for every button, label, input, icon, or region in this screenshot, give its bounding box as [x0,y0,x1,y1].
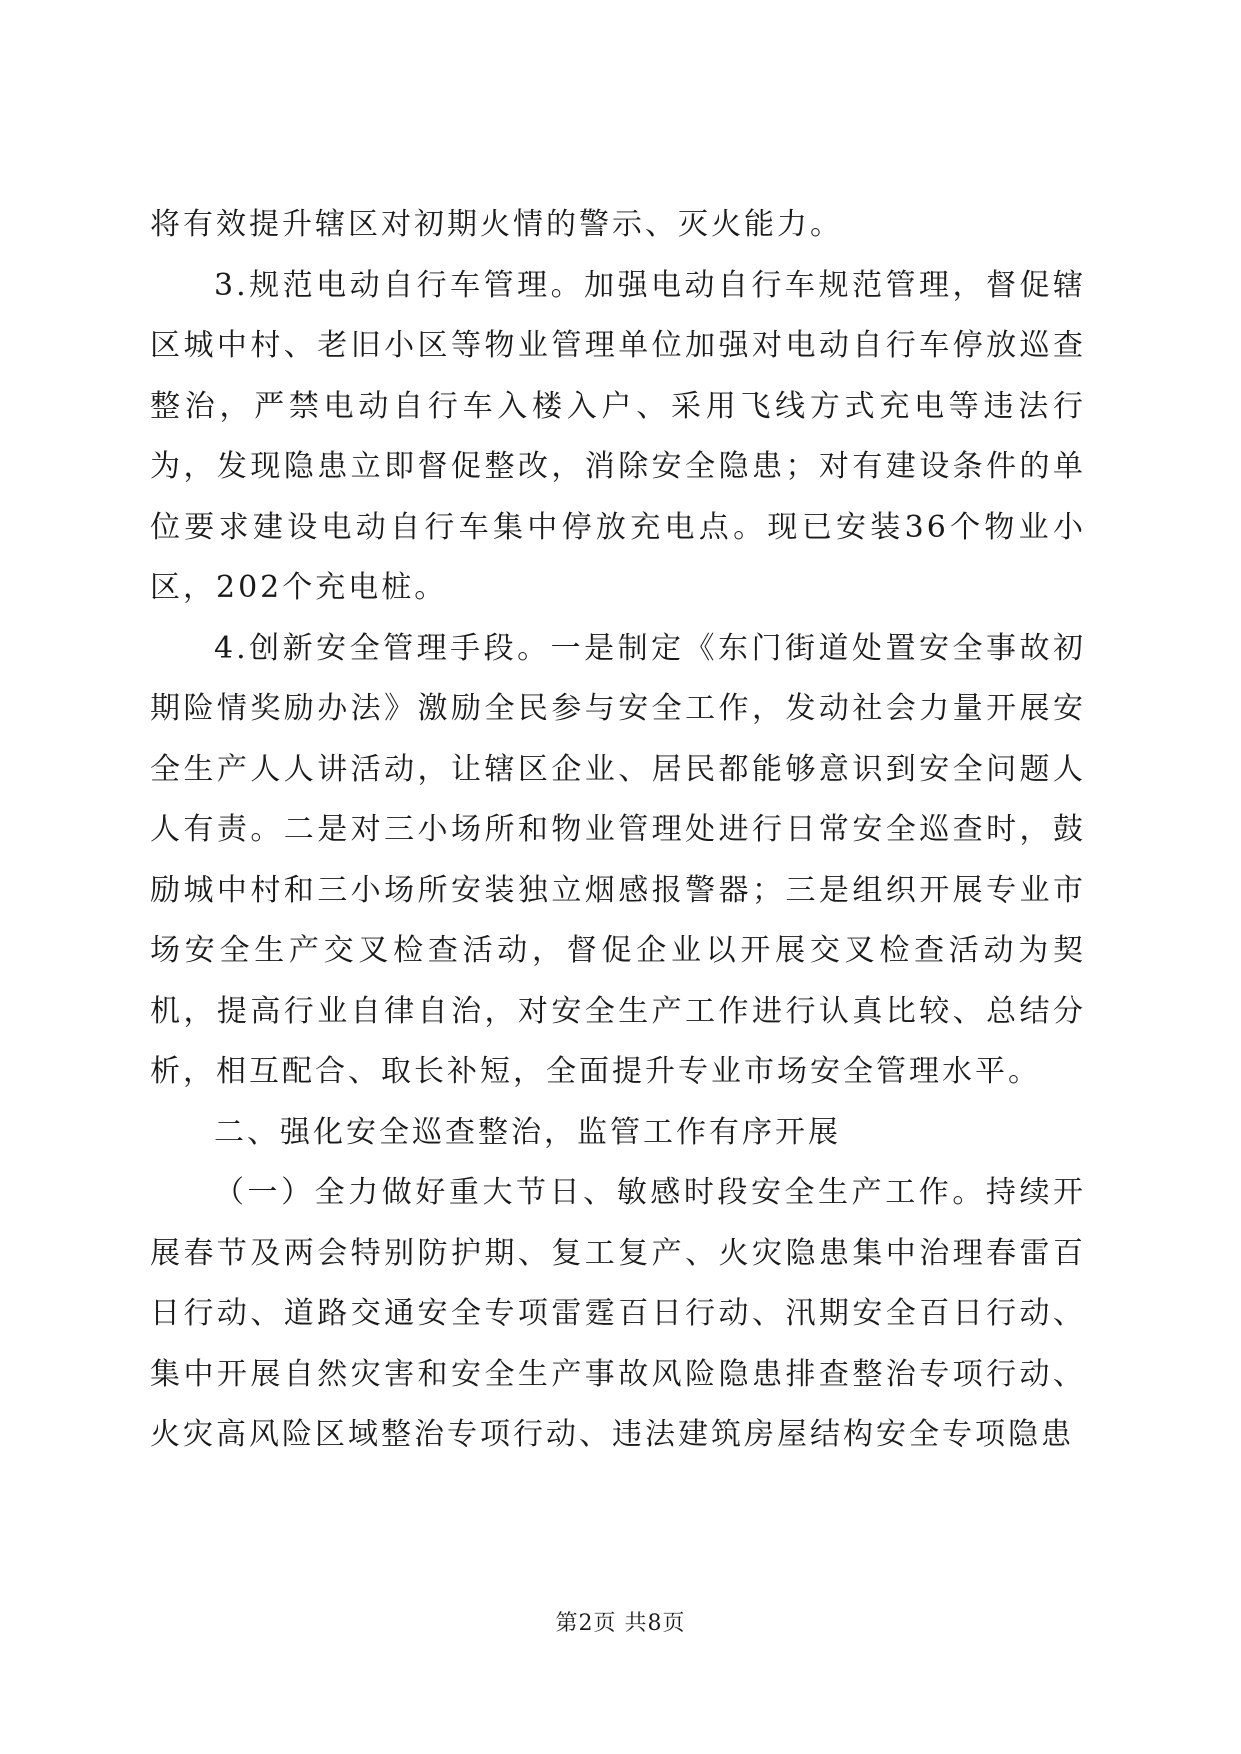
page-number-footer: 第2页 共8页 [555,1611,686,1636]
paragraph-continuation: 将有效提升辖区对初期火情的警示、灭火能力。 [150,207,843,242]
paragraph-holiday-safety: （一）全力做好重大节日、敏感时段安全生产工作。持续开展春节及两会特别防护期、复工复产、火灾隐患集中治理春雷百日行动、道路交通安全专项雷霆百日行动、汛期安全百日行动、集中开展自然灾害和安全生产事故风险隐患排查整治专项行动、火灾高风险区域整治专项行动、违法建筑房屋结构安全专项隐患 [150,1175,1086,1452]
document-body [150,195,1086,1466]
paragraph-ebike-management: 3.规范电动自行车管理。加强电动自行车规范管理，督促辖区城中村、老旧小区等物业管理单位加强对电动自行车停放巡查整治，严禁电动自行车入楼入户、采用飞线方式充电等违法行为，发现隐患立即督促整改，消除安全隐患；对有建设条件的单位要求建设电动自行车集中停放充电点。现已安装36个物业小区，202个充电桩。 [150,267,1086,605]
section-heading: 二、强化安全巡查整治，监管工作有序开展 [214,1114,841,1150]
paragraph-safety-innovation: 4.创新安全管理手段。一是制定《东门街道处置安全事故初期险情奖励办法》激励全民参与安全工作，发动社会力量开展安全生产人人讲活动，让辖区企业、居民都能够意识到安全问题人人有责。二是对三小场所和物业管理处进行日常安全巡查时，鼓励城中村和三小场所安装独立烟感报警器；三是组织开展专业市场安全生产交叉检查活动，督促企业以开展交叉检查活动为契机，提高行业自律自治，对安全生产工作进行认真比较、总结分析，相互配合、取长补短，全面提升专业市场安全管理水平。 [150,630,1086,1089]
